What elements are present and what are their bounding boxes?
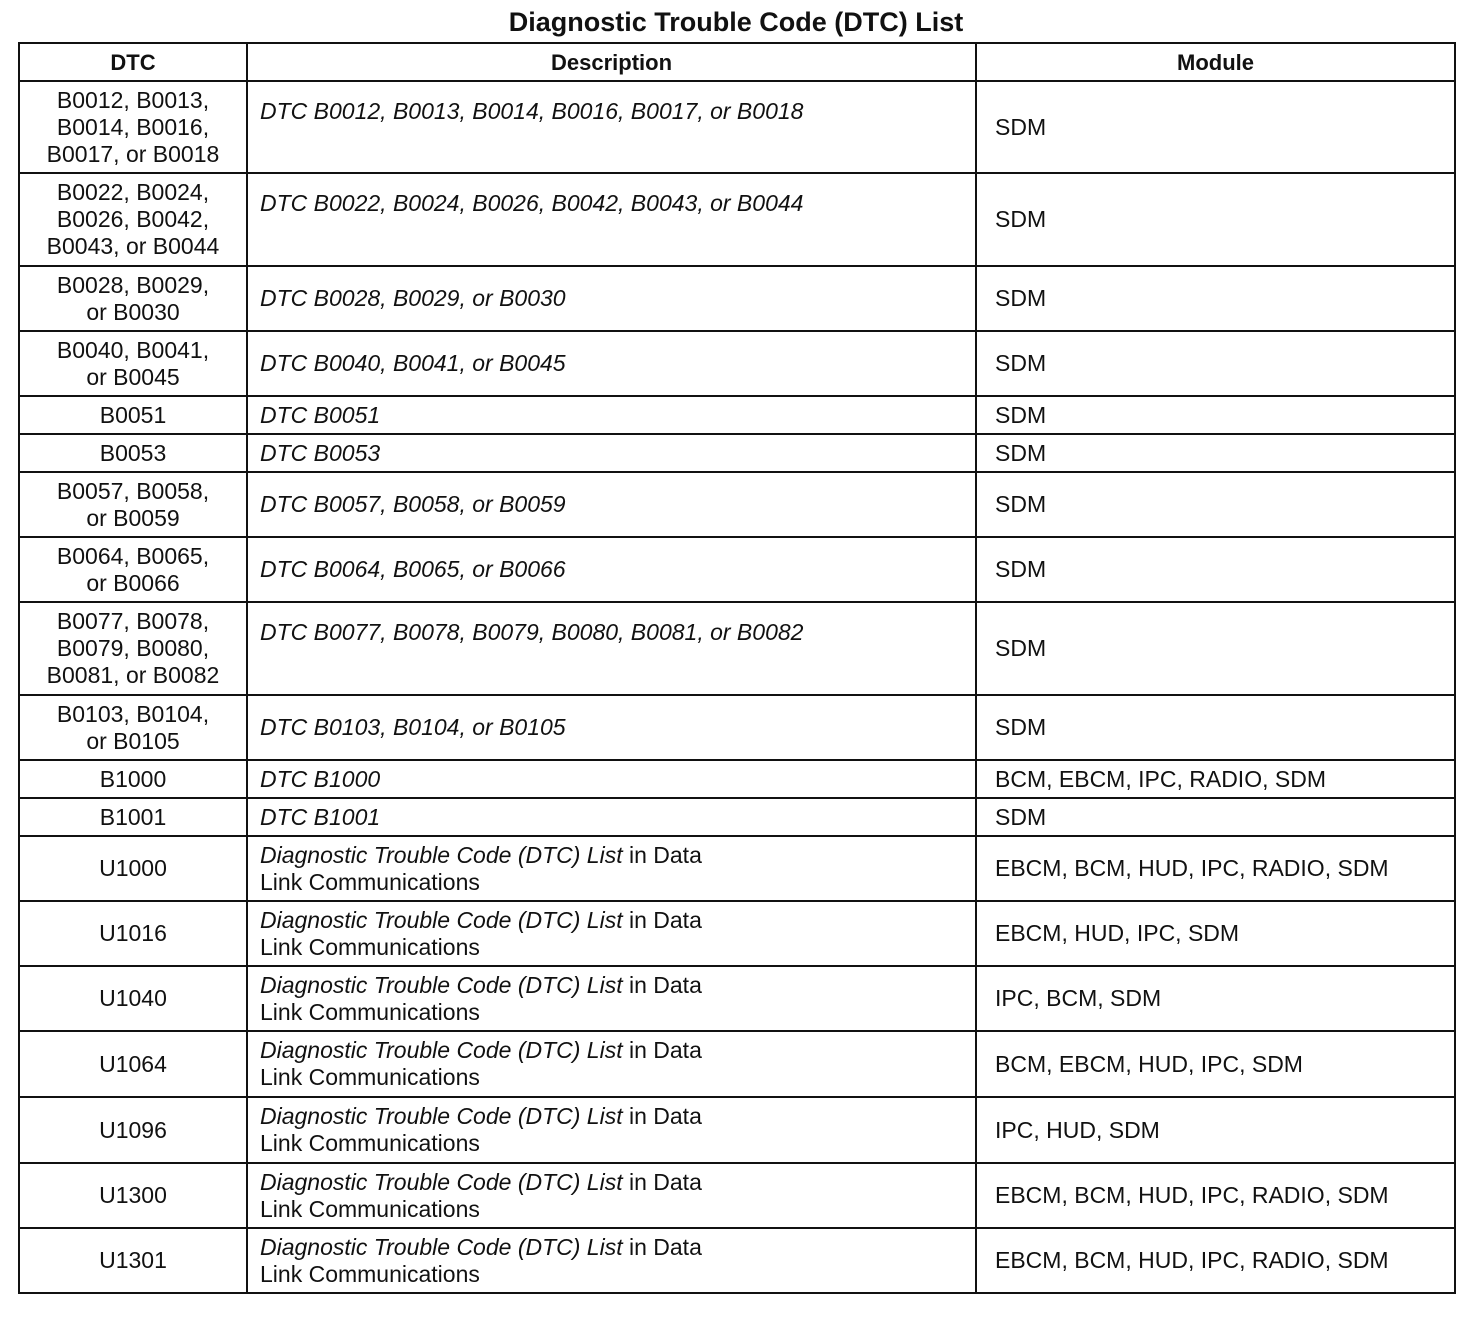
dtc-code-line: B0057, B0058, xyxy=(56,477,210,504)
description-text: DTC B0028, B0029, or B0030 xyxy=(260,285,566,311)
dtc-code-line: or B0105 xyxy=(86,727,180,754)
column-header-dtc: DTC xyxy=(19,43,247,81)
dtc-code-line: or B0066 xyxy=(86,569,180,596)
dtc-code-line: B0051 xyxy=(99,401,167,428)
dtc-list-link[interactable]: Diagnostic Trouble Code (DTC) List xyxy=(260,1233,623,1260)
dtc-code-cell xyxy=(19,966,247,1031)
description-text: DTC B0051 xyxy=(260,401,381,428)
table-row xyxy=(19,966,1455,1031)
dtc-code-line: U1040 xyxy=(99,985,167,1011)
description-line: Link Communications xyxy=(260,1064,480,1090)
dtc-list-link[interactable]: Diagnostic Trouble Code (DTC) List xyxy=(260,1103,623,1129)
description-text: in Data xyxy=(622,1103,702,1129)
dtc-code-line: or B0030 xyxy=(86,298,180,325)
dtc-code-cell xyxy=(19,1097,247,1163)
dtc-code-cell xyxy=(19,266,247,331)
description-cell xyxy=(247,537,976,602)
module-cell: BCM, EBCM, IPC, RADIO, SDM xyxy=(976,760,1455,798)
dtc-list-link[interactable]: Diagnostic Trouble Code (DTC) List xyxy=(260,841,623,868)
dtc-code-line: B0079, B0080, xyxy=(56,635,210,661)
dtc-code-line: B0064, B0065, xyxy=(56,542,210,569)
module-cell: SDM xyxy=(976,537,1455,602)
dtc-code-cell xyxy=(19,81,247,173)
description-cell xyxy=(247,331,976,396)
module-cell: SDM xyxy=(976,266,1455,331)
description-line xyxy=(260,972,963,999)
description-cell xyxy=(247,760,976,798)
dtc-code-line: U1301 xyxy=(99,1247,167,1273)
module-cell: SDM xyxy=(976,396,1455,434)
description-cell xyxy=(247,602,976,695)
description-cell xyxy=(247,472,976,537)
dtc-code-cell xyxy=(19,1031,247,1097)
table-row xyxy=(19,1097,1455,1163)
description-line: Link Communications xyxy=(260,998,480,1025)
dtc-list-link[interactable]: Diagnostic Trouble Code (DTC) List xyxy=(260,1037,623,1063)
module-cell: SDM xyxy=(976,798,1455,836)
page-title: Diagnostic Trouble Code (DTC) List xyxy=(508,7,964,37)
description-text: DTC B0064, B0065, or B0066 xyxy=(260,556,566,582)
description-text: in Data xyxy=(622,1037,702,1063)
table-header-row xyxy=(19,43,1455,81)
module-cell: BCM, EBCM, HUD, IPC, SDM xyxy=(976,1031,1455,1097)
module-cell: IPC, BCM, SDM xyxy=(976,966,1455,1031)
description-text: DTC B1000 xyxy=(260,765,381,792)
description-text: DTC B0057, B0058, or B0059 xyxy=(260,491,566,517)
description-text: in Data xyxy=(622,1168,702,1195)
dtc-code-cell xyxy=(19,798,247,836)
module-cell: SDM xyxy=(976,173,1455,266)
dtc-code-cell xyxy=(19,434,247,472)
description-cell xyxy=(247,266,976,331)
description-link-cell xyxy=(247,836,976,901)
dtc-code-line: B0014, B0016, xyxy=(56,113,210,140)
dtc-code-cell xyxy=(19,331,247,396)
module-cell: EBCM, BCM, HUD, IPC, RADIO, SDM xyxy=(976,836,1455,901)
table-row xyxy=(19,760,1455,798)
description-link-cell xyxy=(247,1228,976,1293)
table-row xyxy=(19,798,1455,836)
description-line: Link Communications xyxy=(260,1195,480,1222)
dtc-code-line: B1001 xyxy=(99,803,167,830)
description-text: in Data xyxy=(622,971,702,998)
description-link-cell xyxy=(247,1097,976,1163)
table-row xyxy=(19,537,1455,602)
table-row xyxy=(19,434,1455,472)
dtc-code-cell xyxy=(19,173,247,266)
module-cell: SDM xyxy=(976,472,1455,537)
dtc-list-link[interactable]: Diagnostic Trouble Code (DTC) List xyxy=(260,1168,623,1195)
dtc-code-line: B0017, or B0018 xyxy=(46,140,220,167)
description-line: Link Communications xyxy=(260,868,480,895)
dtc-code-line: B0022, B0024, xyxy=(56,179,210,205)
dtc-code-line: B0053 xyxy=(99,439,167,466)
dtc-code-cell xyxy=(19,760,247,798)
dtc-code-cell xyxy=(19,1163,247,1228)
description-text: DTC B0040, B0041, or B0045 xyxy=(260,350,566,376)
description-line: Link Communications xyxy=(260,1260,480,1287)
dtc-code-line: B0040, B0041, xyxy=(56,336,210,363)
dtc-code-line: U1064 xyxy=(99,1050,167,1077)
dtc-code-line: B1000 xyxy=(99,765,167,792)
dtc-code-line: B0081, or B0082 xyxy=(46,662,220,688)
table-row xyxy=(19,695,1455,760)
module-cell: SDM xyxy=(976,695,1455,760)
description-link-cell xyxy=(247,901,976,966)
description-line xyxy=(260,1234,963,1261)
description-text: DTC B0103, B0104, or B0105 xyxy=(260,714,566,740)
module-cell: EBCM, BCM, HUD, IPC, RADIO, SDM xyxy=(976,1163,1455,1228)
dtc-list-link[interactable]: Diagnostic Trouble Code (DTC) List xyxy=(260,971,623,998)
dtc-code-cell xyxy=(19,901,247,966)
table-row xyxy=(19,266,1455,331)
table-row xyxy=(19,836,1455,901)
description-cell xyxy=(247,81,976,173)
module-cell: EBCM, BCM, HUD, IPC, RADIO, SDM xyxy=(976,1228,1455,1293)
description-line xyxy=(260,907,963,934)
column-header-description: Description xyxy=(247,43,976,81)
module-cell: EBCM, HUD, IPC, SDM xyxy=(976,901,1455,966)
description-cell xyxy=(247,396,976,434)
dtc-code-line: U1016 xyxy=(99,920,167,946)
description-text: in Data xyxy=(622,906,702,933)
table-row xyxy=(19,472,1455,537)
description-line xyxy=(260,1169,963,1196)
dtc-code-cell xyxy=(19,537,247,602)
dtc-code-line: B0077, B0078, xyxy=(56,608,210,634)
dtc-code-line: or B0059 xyxy=(86,504,180,531)
dtc-code-line: B0103, B0104, xyxy=(56,700,210,727)
description-cell xyxy=(247,798,976,836)
description-line xyxy=(260,842,963,869)
dtc-code-line: B0043, or B0044 xyxy=(46,233,220,259)
description-cell xyxy=(247,173,976,266)
table-row xyxy=(19,1031,1455,1097)
dtc-list-link[interactable]: Diagnostic Trouble Code (DTC) List xyxy=(260,906,623,933)
module-cell: SDM xyxy=(976,331,1455,396)
description-line: Link Communications xyxy=(260,1130,480,1156)
description-link-cell xyxy=(247,1163,976,1228)
table-row xyxy=(19,396,1455,434)
dtc-code-line: B0028, B0029, xyxy=(56,271,210,298)
module-cell: SDM xyxy=(976,81,1455,173)
dtc-code-line: U1000 xyxy=(99,855,167,881)
dtc-code-cell xyxy=(19,836,247,901)
description-text: DTC B1001 xyxy=(260,803,381,830)
table-body xyxy=(19,81,1455,1293)
module-cell: IPC, HUD, SDM xyxy=(976,1097,1455,1163)
table-row xyxy=(19,1163,1455,1228)
description-text: DTC B0022, B0024, B0026, B0042, B0043, or B0044 xyxy=(260,190,804,216)
table-row xyxy=(19,602,1455,695)
table-row xyxy=(19,1228,1455,1293)
table-row xyxy=(19,81,1455,173)
table-row xyxy=(19,173,1455,266)
dtc-code-cell xyxy=(19,472,247,537)
description-text: in Data xyxy=(622,1233,702,1260)
dtc-code-line: U1096 xyxy=(99,1116,167,1143)
table-row xyxy=(19,331,1455,396)
table-row xyxy=(19,901,1455,966)
description-cell xyxy=(247,695,976,760)
description-text: DTC B0012, B0013, B0014, B0016, B0017, or B0018 xyxy=(260,98,804,124)
dtc-code-line: U1300 xyxy=(99,1182,167,1208)
column-header-module: Module xyxy=(976,43,1455,81)
dtc-code-line: or B0045 xyxy=(86,363,180,390)
description-line xyxy=(260,1037,963,1064)
description-line: Link Communications xyxy=(260,933,480,960)
module-cell: SDM xyxy=(976,434,1455,472)
description-text: DTC B0077, B0078, B0079, B0080, B0081, or B0082 xyxy=(260,619,804,645)
description-link-cell xyxy=(247,1031,976,1097)
dtc-table xyxy=(18,42,1456,1294)
dtc-code-cell xyxy=(19,1228,247,1293)
description-text: in Data xyxy=(622,841,702,868)
dtc-code-cell xyxy=(19,396,247,434)
dtc-code-cell xyxy=(19,695,247,760)
description-link-cell xyxy=(247,966,976,1031)
module-cell: SDM xyxy=(976,602,1455,695)
dtc-code-line: B0012, B0013, xyxy=(56,86,210,113)
description-line xyxy=(260,1103,963,1130)
dtc-code-line: B0026, B0042, xyxy=(56,206,210,232)
description-text: DTC B0053 xyxy=(260,439,381,466)
description-cell xyxy=(247,434,976,472)
dtc-code-cell xyxy=(19,602,247,695)
